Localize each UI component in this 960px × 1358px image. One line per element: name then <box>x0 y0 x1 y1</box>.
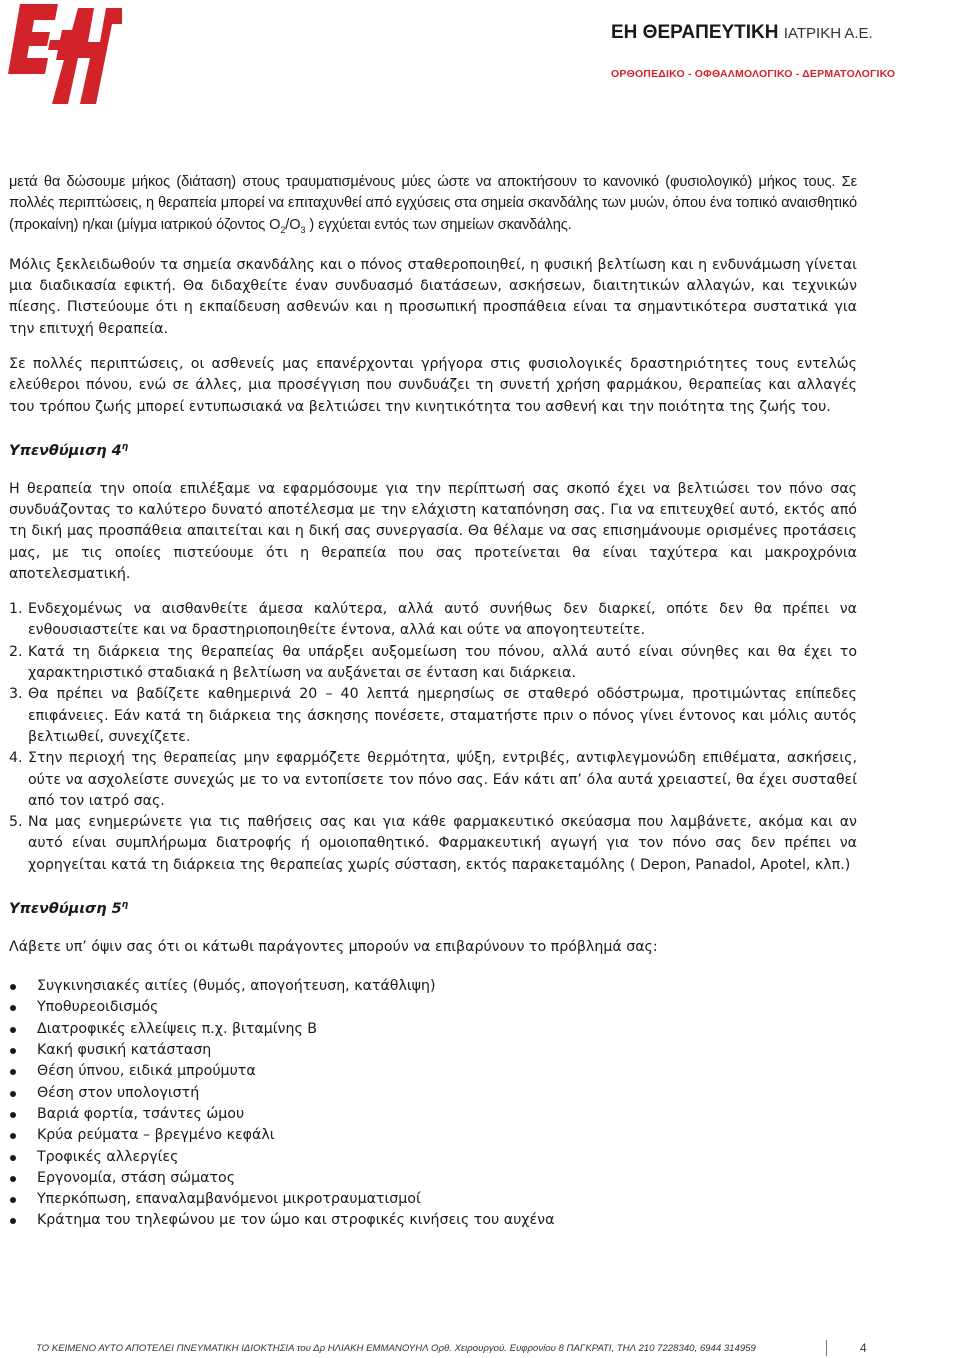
paragraph-1: μετά θα δώσουμε μήκος (διάταση) στους τραυματισμένους μύες ώστε να αποκτήσουν το κανονικό (φυσιολογικό) μήκος τους. Σε πολλές περιπτώσεις, η θεραπεία μπορεί να επιταχυνθεί από εγχύσεις στα σημεία σκανδάλης των μυών, όπου ένα τοπικό αναισθητικό (προκαίνη) η/και (μίγμα ιατρικού όζοντος $O_2/O_3$ ) εγχύεται εντός των σημείων σκανδάλης. <box>9 174 857 235</box>
list-item: 3. Θα πρέπει να βαδίζετε καθημερινά 20 – 40 λεπτά ημερησίως σε σταθερό οδόστρωμα, προτιμώντας επίπεδες επιφάνειες. Εάν κατά τη διάρκεια της άσκησης πονέσετε, σταματήστε πριν ο πόνος γίνει έντονος και μόλις αυτός βελτιωθεί, συνεχίζετε. <box>9 686 857 745</box>
aggravating-factors-list <box>9 976 857 1232</box>
brand-header <box>611 22 911 44</box>
list-item: Κρύα ρεύματα – βρεγμένο κεφάλι <box>9 1125 857 1146</box>
brand-title-suffix: ΙΑΤΡΙΚΗ Α.Ε. <box>783 25 873 42</box>
list-item: Εργονομία, στάση σώματος <box>9 1168 857 1189</box>
list-item: Κακή φυσική κατάσταση <box>9 1040 857 1061</box>
reminder-5-heading: Υπενθύμιση $5^\eta$ <box>9 900 129 917</box>
paragraph-3: Σε πολλές περιπτώσεις, οι ασθενείς μας επανέρχονται γρήγορα στις φυσιολογικές δραστηριότητες τους εντελώς ελεύθεροι πόνου, ενώ σε άλλες, μια προσέγγιση που συνδυάζει τη συνετή χρήση φαρμάκου, θεραπείας και αλλαγές του τρόπου ζωής μπορεί εντυπωσιακά να βελτιώσει την κινητικότητα του ασθενή και την ποιότητα της ζωής του. <box>9 355 857 415</box>
brand-title: ΕΗ ΘΕΡΑΠΕΥΤΙΚΗ ΙΑΤΡΙΚΗ Α.Ε. <box>611 22 873 43</box>
list-item: 4. Στην περιοχή της θεραπείας μην εφαρμόζετε θερμότητα, ψύξη, εντριβές, αντιφλεγμονώδη επιθέματα, ασκήσεις, ούτε να ασχολείστε συνεχώς με το να εντοπίσετε τον πόνο σας. Εάν κάτι απ’ όλα αυτά χρειαστεί, θα έχει συσταθεί από τον ιατρό σας. <box>9 750 857 809</box>
list-item: Συγκινησιακές αιτίες (θυμός, απογοήτευση, κατάθλιψη) <box>9 976 857 997</box>
footer-divider <box>826 1340 827 1356</box>
paragraph-4: Η θεραπεία την οποία επιλέξαμε να εφαρμόσουμε για την περίπτωσή σας σκοπό έχει να βελτιώσει τον πόνο σας συνδυάζοντας το καλύτερο δυνατό αποτέλεσμα με την ελάχιστη καταπόνηση σας. Για να επιτευχθεί αυτό, εκτός από τη δική μας προσπάθεια απαιτείται και η δική σας συνεργασία. Θα θέλαμε να σας επισημάνουμε ορισμένες προτάσεις μας, με τις οποίες πιστεύουμε ότι η θεραπεία που σας προτείνεται θα είναι ταχύτερα και μακροχρόνια αποτελεσματική. <box>9 480 857 582</box>
list-item: Διατροφικές ελλείψεις π.χ. βιταμίνης Β <box>9 1019 857 1040</box>
list-item: Κράτημα του τηλεφώνου με τον ώμο και στροφικές κινήσεις του αυχένα <box>9 1210 857 1231</box>
footer-copyright: ΤΟ ΚΕΙΜΕΝΟ ΑΥΤΟ ΑΠΟΤΕΛΕΙ ΠΝΕΥΜΑΤΙΚΗ ΙΔΙΟΚΤΗΣΙΑ του Δρ ΗΛΙΑΚΗ ΕΜΜΑΝΟΥΗΛ Ορθ. Χειρουργού. Ευφρονίου 8 ΠΑΓΚΡΑΤΙ, ΤΗΛ 210 7228340, 6944 314959 <box>36 1343 756 1354</box>
document-body <box>9 172 857 1232</box>
list-item: Θέση ύπνου, ειδικά μπρούμυτα <box>9 1061 857 1082</box>
reminder-4-heading: Υπενθύμιση $4^\eta$ <box>9 441 129 459</box>
list-item: Υποθυρεοιδισμός <box>9 997 857 1018</box>
paragraph-5: Λάβετε υπ’ όψιν σας ότι οι κάτωθι παράγοντες μπορούν να επιβαρύνουν το πρόβλημά σας: <box>9 938 658 955</box>
paragraph-2: Μόλις ξεκλειδωθούν τα σημεία σκανδάλης και ο πόνος σταθεροποιηθεί, η φυσική βελτίωση και η ενδυνάμωση γίνεται μια διαδικασία εφικτή. Θα διδαχθείτε έναν συνδυασμό διατάσεων, ασκήσεων, διαιτητικών αλλαγών, και τεχνικών πίεσης. Πιστεύουμε ότι η εκπαίδευση ασθενών και η προσωπική προσπάθεια είναι τα σημαντικότερα συστατικά για την επιτυχή θεραπεία. <box>9 256 857 337</box>
list-item: Τροφικές αλλεργίες <box>9 1147 857 1168</box>
brand-subtitle: ΟΡΘΟΠΕΔΙΚΟ - ΟΦΘΑΛΜΟΛΟΓΙΚΟ - ΔΕΡΜΑΤΟΛΟΓΙΚΟ <box>611 68 896 80</box>
company-logo <box>0 0 122 108</box>
list-item: 1. Ενδεχομένως να αισθανθείτε άμεσα καλύτερα, αλλά αυτό συνήθως δεν διαρκεί, οπότε δεν θα πρέπει να ενθουσιαστείτε και να δραστηριοποιηθείτε έντονα, αλλά και ούτε να απογοητευτείτε. <box>9 601 857 639</box>
list-item: Βαριά φορτία, τσάντες ώμου <box>9 1104 857 1125</box>
list-item: 2. Κατά τη διάρκεια της θεραπείας θα υπάρξει αυξομείωση του πόνου, αλλά αυτό είναι σύνηθες και θα έχει το χαρακτηριστικό σταδιακά η βελτίωση να αυξάνεται σε ένταση και διάρκεια. <box>9 643 857 682</box>
list-item: Θέση στον υπολογιστή <box>9 1083 857 1104</box>
list-item: 5. Να μας ενημερώνετε για τις παθήσεις σας και για κάθε φαρμακευτικό σκεύασμα που λαμβάνετε, ακόμα και αν αυτό είναι συμπλήρωμα διατροφής ή ομοιοπαθητικό. Φαρμακευτική αγωγή για τον πόνο σας δεν πρέπει να χορηγείται κατά τη διάρκεια της θεραπείας χωρίς σύσταση, εκτός παρακεταμόλης ( Depon, Panadol, Apotel, κλπ.) <box>9 814 857 873</box>
list-item: Υπερκόπωση, επαναλαμβανόμενοι μικροτραυματισμοί <box>9 1189 857 1210</box>
page-number: 4 <box>860 1341 867 1355</box>
recommendations-list <box>9 599 857 876</box>
